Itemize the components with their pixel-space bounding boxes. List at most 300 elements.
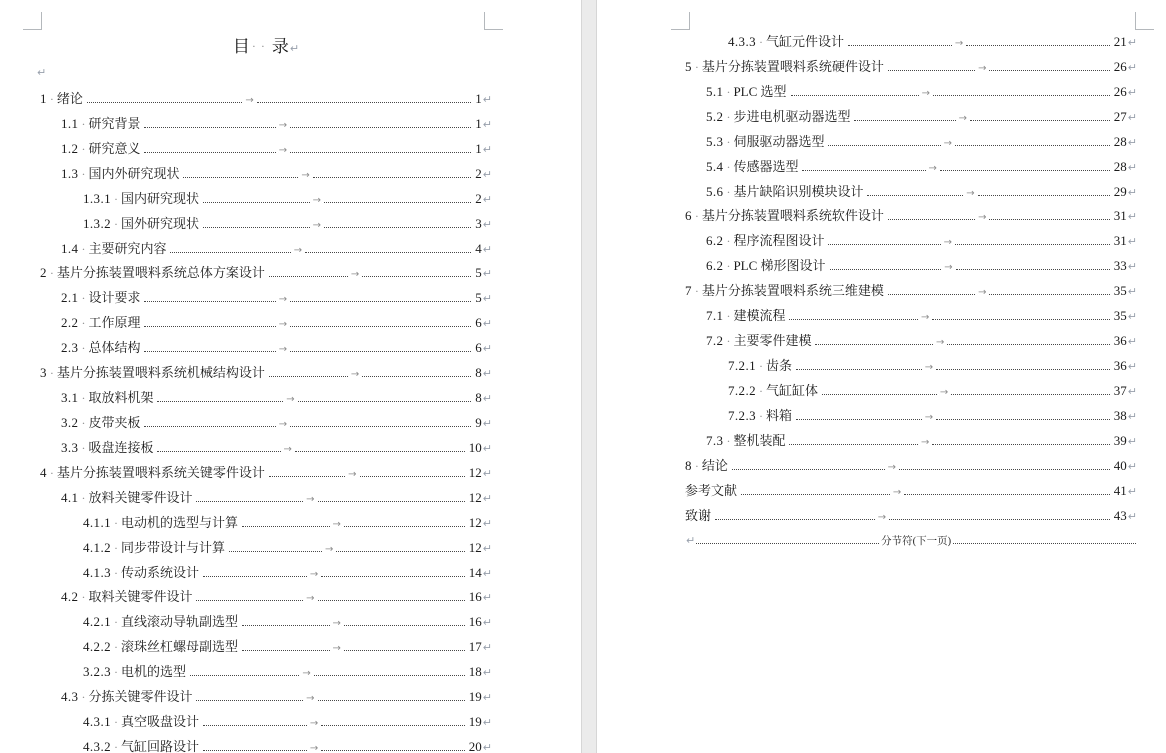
toc-entry-number: 1 [40, 91, 47, 106]
paragraph-mark-icon: ↵ [482, 342, 492, 356]
toc-entry[interactable] [685, 204, 1137, 229]
dotted-leader [788, 438, 1110, 448]
toc-entry-title: 伺服驱动器选型 [733, 133, 825, 149]
leader-dots [989, 294, 1109, 295]
paragraph-mark-icon: ↵ [1127, 285, 1137, 299]
dotted-leader [714, 513, 1111, 523]
toc-entry-title: 基片分拣装置喂料系统关键零件设计 [56, 464, 265, 480]
toc-entry[interactable] [685, 254, 1137, 279]
leader-dots [290, 426, 471, 427]
paragraph-mark-icon: ↵ [482, 716, 492, 730]
toc-entry-title: 吸盘连接板 [88, 439, 154, 455]
leader-dots [791, 95, 919, 96]
tab-arrow-icon: → [978, 62, 987, 74]
paragraph-mark-icon: ↵ [482, 392, 492, 406]
toc-entry-title: 国外研究现状 [121, 215, 200, 231]
toc-entry[interactable] [40, 112, 492, 137]
dotted-leader [202, 221, 472, 231]
paragraph-mark-icon: ↵ [482, 541, 492, 555]
toc-page-number: 28 [1113, 158, 1127, 174]
toc-entry-number: 4.3.1 [83, 714, 111, 730]
leader-dots [295, 451, 465, 452]
toc-entry[interactable] [40, 286, 492, 311]
tab-arrow-icon: → [278, 294, 288, 306]
leader-dots [362, 276, 471, 277]
space-mark: · [726, 109, 731, 124]
toc-entry[interactable] [40, 710, 492, 735]
toc-page-number: 43 [1113, 507, 1127, 523]
paragraph-mark-icon: ↵ [482, 242, 492, 256]
toc-page-number: 4 [475, 240, 482, 256]
toc-entry-number: 4.3 [61, 689, 79, 705]
toc-entry[interactable] [685, 279, 1137, 304]
leader-dots [183, 177, 298, 178]
toc-entry-title: 基片分拣装置喂料系统三维建模 [701, 283, 884, 299]
paragraph-mark-icon: ↵ [1127, 85, 1137, 99]
leader-dots [203, 750, 307, 751]
toc-entry-number: 4.1 [61, 489, 79, 505]
dotted-leader [156, 395, 472, 405]
leader-dots [242, 625, 330, 626]
leader-dots [956, 269, 1110, 270]
toc-entry-title: 致谢 [685, 507, 712, 523]
toc-list-right [685, 30, 1137, 528]
leader-dots [932, 444, 1109, 445]
dotted-leader [195, 495, 465, 505]
toc-entry-title: 结论 [701, 457, 728, 473]
paragraph-mark-icon: ↵ [1127, 60, 1137, 74]
leader-dots [888, 219, 975, 220]
toc-page-number: 27 [1113, 108, 1127, 124]
tab-arrow-icon: → [309, 742, 319, 753]
dotted-leader [143, 320, 472, 330]
toc-page-number: 16 [468, 614, 482, 630]
toc-entry-title: 气缸回路设计 [121, 738, 200, 753]
dotted-leader [847, 39, 1111, 49]
dotted-leader [228, 545, 466, 555]
toc-entry-number: 4.1.1 [83, 514, 111, 530]
paragraph-mark-icon: ↵ [482, 142, 492, 156]
toc-entry[interactable] [40, 685, 492, 710]
paragraph-mark-icon: ↵ [1127, 310, 1137, 324]
toc-entry-title: PLC 梯形图设计 [733, 258, 826, 274]
toc-entry[interactable] [40, 336, 492, 361]
space-mark: · [81, 241, 86, 256]
dotted-leader [86, 96, 472, 106]
toc-entry-number: 1.3.1 [83, 190, 111, 206]
paragraph-mark-icon: ↵ [482, 441, 492, 455]
toc-entry-title: 绪论 [56, 91, 83, 106]
toc-entry[interactable] [40, 461, 492, 486]
section-break-dots [953, 543, 1136, 544]
toc-entry-title: 直线滚动导轨副选型 [121, 614, 239, 630]
toc-entry-number: 5.3 [706, 133, 724, 149]
tab-arrow-icon: → [309, 568, 319, 580]
leader-dots [344, 650, 465, 651]
leader-dots [321, 576, 464, 577]
toc-page-number: 6 [475, 340, 482, 356]
dotted-leader [143, 420, 472, 430]
toc-page-number: 12 [468, 514, 482, 530]
tab-arrow-icon: → [301, 169, 310, 181]
space-marks: ·· [251, 39, 270, 53]
toc-entry[interactable] [40, 411, 492, 436]
toc-list-left [40, 87, 492, 753]
leader-dots [936, 369, 1110, 370]
space-mark: · [114, 216, 118, 231]
toc-page-number: 3 [475, 215, 482, 231]
toc-entry[interactable] [685, 504, 1137, 529]
space-mark: · [694, 284, 699, 299]
leader-dots [933, 95, 1110, 96]
paragraph-mark-icon: ↵ [482, 641, 492, 655]
paragraph-mark-icon: ↵ [37, 66, 47, 79]
tab-arrow-icon: → [958, 112, 968, 124]
dotted-leader [866, 189, 1110, 199]
space-mark: · [759, 408, 763, 423]
toc-page-number: 29 [1113, 183, 1127, 199]
toc-entry[interactable] [685, 329, 1137, 354]
leader-dots [344, 526, 465, 527]
space-mark: · [49, 465, 54, 480]
toc-entry[interactable] [40, 87, 492, 112]
leader-dots [966, 45, 1109, 46]
toc-entry-number: 4 [40, 464, 47, 480]
toc-entry-number: 7.3 [706, 432, 724, 448]
toc-entry[interactable] [40, 361, 492, 386]
toc-entry[interactable] [685, 130, 1137, 155]
toc-page-number: 1 [475, 115, 482, 131]
toc-entry[interactable] [40, 311, 492, 336]
space-mark: · [759, 358, 763, 373]
tab-arrow-icon: → [924, 411, 934, 423]
paragraph-mark-icon: ↵ [1127, 509, 1137, 523]
dotted-leader [182, 171, 472, 181]
dotted-leader [241, 619, 466, 629]
leader-dots [715, 519, 875, 520]
toc-entry[interactable] [40, 610, 492, 635]
tab-arrow-icon: → [350, 269, 360, 281]
paragraph-mark-icon: ↵ [1127, 36, 1137, 49]
toc-entry-title: 滚珠丝杠螺母副选型 [121, 639, 239, 655]
toc-entry[interactable] [40, 635, 492, 660]
leader-dots [144, 127, 275, 128]
toc-entry[interactable] [40, 386, 492, 411]
toc-entry-title: 气缸元件设计 [766, 34, 845, 49]
toc-entry-number: 1.3 [61, 165, 79, 181]
tab-arrow-icon: → [954, 38, 964, 49]
toc-entry-number: 7.2.1 [728, 357, 756, 373]
leader-dots [314, 675, 465, 676]
paragraph-mark-icon: ↵ [482, 292, 492, 306]
toc-entry[interactable] [40, 735, 492, 753]
paragraph-mark-icon: ↵ [482, 566, 492, 580]
toc-page-number: 26 [1113, 58, 1127, 74]
toc-entry[interactable] [40, 585, 492, 610]
toc-entry-number: 3.2.3 [83, 664, 111, 680]
page-2 [597, 0, 1166, 753]
paragraph-mark-icon: ↵ [482, 192, 492, 206]
space-mark: · [726, 309, 731, 324]
tab-arrow-icon: → [278, 144, 288, 156]
toc-entry-title: 传动系统设计 [121, 564, 200, 580]
dotted-leader [202, 570, 466, 580]
toc-entry-title: 参考文献 [685, 482, 738, 498]
empty-paragraph [36, 62, 46, 83]
tab-arrow-icon: → [245, 95, 254, 106]
tab-arrow-icon: → [278, 119, 288, 131]
toc-entry[interactable] [40, 511, 492, 536]
toc-page-number: 19 [468, 689, 482, 705]
toc-entry[interactable] [40, 237, 492, 262]
leader-dots [290, 326, 471, 327]
leader-dots [888, 70, 975, 71]
leader-dots [932, 319, 1109, 320]
paragraph-mark-icon: ↵ [482, 691, 492, 705]
toc-page-number: 2 [475, 190, 482, 206]
dotted-leader [790, 89, 1111, 99]
toc-entry-number: 6.2 [706, 233, 724, 249]
dotted-leader [268, 270, 472, 280]
paragraph-mark-icon: ↵ [1127, 260, 1137, 274]
toc-entry-number: 8 [685, 457, 692, 473]
toc-entry-title: 基片分拣装置喂料系统机械结构设计 [56, 365, 265, 381]
space-mark: · [81, 141, 86, 156]
toc-entry[interactable] [685, 304, 1137, 329]
toc-entry[interactable] [40, 561, 492, 586]
toc-entry-number: 2.3 [61, 340, 79, 356]
toc-entry-title: 基片分拣装置喂料系统硬件设计 [701, 58, 884, 74]
paragraph-mark-icon: ↵ [1127, 110, 1137, 124]
paragraph-mark-icon: ↵ [1127, 210, 1137, 224]
toc-entry-number: 7.2.2 [728, 382, 756, 398]
leader-dots [196, 600, 303, 601]
toc-entry[interactable] [40, 162, 492, 187]
toc-entry[interactable] [40, 261, 492, 286]
leader-dots [867, 195, 963, 196]
toc-page-number: 33 [1113, 258, 1127, 274]
leader-dots [848, 45, 952, 46]
space-mark: · [81, 490, 86, 505]
toc-page-number: 1 [475, 91, 482, 106]
toc-entry-title: 电动机的选型与计算 [121, 514, 239, 530]
leader-dots [815, 344, 933, 345]
toc-entry[interactable] [40, 536, 492, 561]
toc-entry[interactable] [685, 155, 1137, 180]
toc-entry[interactable] [685, 80, 1137, 105]
space-mark: · [81, 440, 86, 455]
toc-entry[interactable] [685, 354, 1137, 379]
tab-arrow-icon: → [939, 386, 949, 398]
toc-entry-title: 主要研究内容 [88, 240, 167, 256]
toc-entry[interactable] [40, 187, 492, 212]
leader-dots [789, 444, 917, 445]
margin-corner-mark [671, 12, 690, 30]
tab-arrow-icon: → [332, 518, 341, 530]
dotted-leader [143, 345, 472, 355]
toc-entry-number: 4.3.3 [728, 34, 756, 49]
space-mark: · [114, 515, 118, 530]
toc-entry[interactable] [685, 180, 1137, 205]
paragraph-mark-icon: ↵ [686, 534, 696, 547]
paragraph-mark-icon: ↵ [482, 367, 492, 381]
paragraph-mark-icon: ↵ [482, 317, 492, 331]
tab-arrow-icon: → [943, 237, 952, 249]
leader-dots [888, 294, 975, 295]
toc-page-number: 31 [1113, 208, 1127, 224]
toc-entry-number: 2 [40, 265, 47, 281]
tab-arrow-icon: → [920, 436, 930, 448]
leader-dots [170, 252, 290, 253]
toc-entry[interactable] [40, 212, 492, 237]
dotted-leader [795, 413, 1111, 423]
toc-entry-number: 4.2 [61, 589, 79, 605]
space-mark: · [726, 334, 731, 349]
toc-page-number: 16 [468, 589, 482, 605]
leader-dots [936, 419, 1110, 420]
leader-dots [344, 625, 465, 626]
toc-page-number: 20 [468, 738, 482, 753]
toc-entry[interactable] [685, 105, 1137, 130]
toc-entry-title: 整机装配 [733, 432, 786, 448]
space-mark: · [114, 565, 118, 580]
paragraph-mark-icon: ↵ [1127, 160, 1137, 174]
leader-dots [940, 170, 1110, 171]
toc-entry-title: 同步带设计与计算 [121, 539, 226, 555]
toc-entry[interactable] [685, 454, 1137, 479]
leader-dots [144, 326, 275, 327]
paragraph-mark-icon: ↵ [482, 666, 492, 680]
space-mark: · [49, 92, 54, 106]
dotted-leader [241, 520, 466, 530]
leader-dots [257, 102, 472, 103]
toc-entry-title: 基片分拣装置喂料系统总体方案设计 [56, 265, 265, 281]
leader-dots [321, 750, 464, 751]
space-mark: · [81, 415, 86, 430]
paragraph-mark-icon: ↵ [482, 117, 492, 131]
toc-entry[interactable] [40, 486, 492, 511]
space-mark: · [81, 341, 86, 356]
toc-page-number: 41 [1113, 482, 1127, 498]
dotted-leader [853, 114, 1110, 124]
space-mark: · [114, 615, 118, 630]
toc-entry-title: 传感器选型 [733, 158, 799, 174]
leader-dots [87, 102, 242, 103]
toc-page-number: 40 [1113, 457, 1127, 473]
leader-dots [955, 244, 1110, 245]
tab-arrow-icon: → [350, 369, 360, 381]
dotted-leader [827, 238, 1110, 248]
toc-entry-number: 3.3 [61, 439, 79, 455]
toc-entry[interactable] [40, 137, 492, 162]
page-gap [581, 0, 597, 753]
toc-page-number: 2 [475, 165, 482, 181]
space-mark: · [114, 191, 118, 206]
toc-entry-title: 电机的选型 [121, 664, 187, 680]
tab-arrow-icon: → [921, 87, 930, 99]
paragraph-mark-icon: ↵ [482, 167, 492, 181]
space-mark: · [114, 640, 118, 655]
toc-entry[interactable] [685, 479, 1137, 504]
leader-dots [203, 576, 307, 577]
leader-dots [732, 469, 885, 470]
leader-dots [970, 120, 1110, 121]
section-break-label: 分节符(下一页) [881, 536, 952, 547]
space-mark: · [726, 134, 731, 149]
toc-entry-number: 3.2 [61, 414, 79, 430]
dotted-leader [268, 370, 472, 380]
space-mark: · [759, 383, 763, 398]
section-break-dots [696, 543, 879, 544]
tab-arrow-icon: → [943, 137, 952, 149]
paragraph-mark-icon: ↵ [1127, 335, 1137, 349]
toc-entry-title: 主要零件建模 [733, 333, 812, 349]
toc-entry[interactable] [685, 379, 1137, 404]
toc-title-char: 目 [232, 37, 250, 56]
tab-arrow-icon: → [936, 337, 945, 349]
leader-dots [269, 276, 348, 277]
toc-entry[interactable] [685, 30, 1137, 55]
leader-dots [830, 269, 942, 270]
leader-dots [157, 451, 280, 452]
toc-page-number: 39 [1113, 432, 1127, 448]
tab-arrow-icon: → [278, 319, 288, 331]
toc-page-number: 12 [468, 539, 482, 555]
toc-title [40, 34, 492, 61]
toc-entry-number: 4.2.2 [83, 639, 111, 655]
paragraph-mark-icon: ↵ [482, 416, 492, 430]
paragraph-mark-icon: ↵ [1127, 484, 1137, 498]
leader-dots [802, 170, 925, 171]
leader-dots [196, 501, 303, 502]
toc-entry[interactable] [40, 436, 492, 461]
toc-entry-number: 4.1.3 [83, 564, 111, 580]
tab-arrow-icon: → [278, 418, 288, 430]
dotted-leader [795, 363, 1111, 373]
toc-entry[interactable] [685, 229, 1137, 254]
toc-page-number: 26 [1113, 83, 1127, 99]
toc-entry-title: 步进电机驱动器选型 [733, 108, 851, 124]
toc-entry[interactable] [685, 55, 1137, 80]
toc-entry-title: 分拣关键零件设计 [88, 689, 193, 705]
leader-dots [360, 476, 465, 477]
toc-page-number: 14 [468, 564, 482, 580]
toc-entry-title: 国内外研究现状 [88, 165, 180, 181]
leader-dots [318, 700, 465, 701]
space-mark: · [694, 458, 699, 473]
dotted-leader [788, 313, 1110, 323]
toc-entry[interactable] [685, 429, 1137, 454]
space-mark: · [726, 433, 731, 448]
space-mark: · [114, 540, 118, 555]
leader-dots [144, 426, 275, 427]
leader-dots [889, 519, 1110, 520]
dotted-leader [887, 213, 1111, 223]
toc-page-number: 36 [1113, 333, 1127, 349]
tab-arrow-icon: → [302, 668, 311, 680]
dotted-leader [801, 164, 1110, 174]
paragraph-mark-icon: ↵ [482, 466, 492, 480]
leader-dots [229, 551, 322, 552]
toc-entry-number: 7.2 [706, 333, 724, 349]
space-mark: · [726, 84, 731, 99]
toc-entry-number: 4.3.2 [83, 738, 111, 753]
toc-page-number: 5 [475, 265, 482, 281]
leader-dots [796, 419, 922, 420]
toc-entry[interactable] [685, 404, 1137, 429]
toc-entry[interactable] [40, 660, 492, 685]
toc-entry-title: PLC 选型 [733, 83, 787, 99]
